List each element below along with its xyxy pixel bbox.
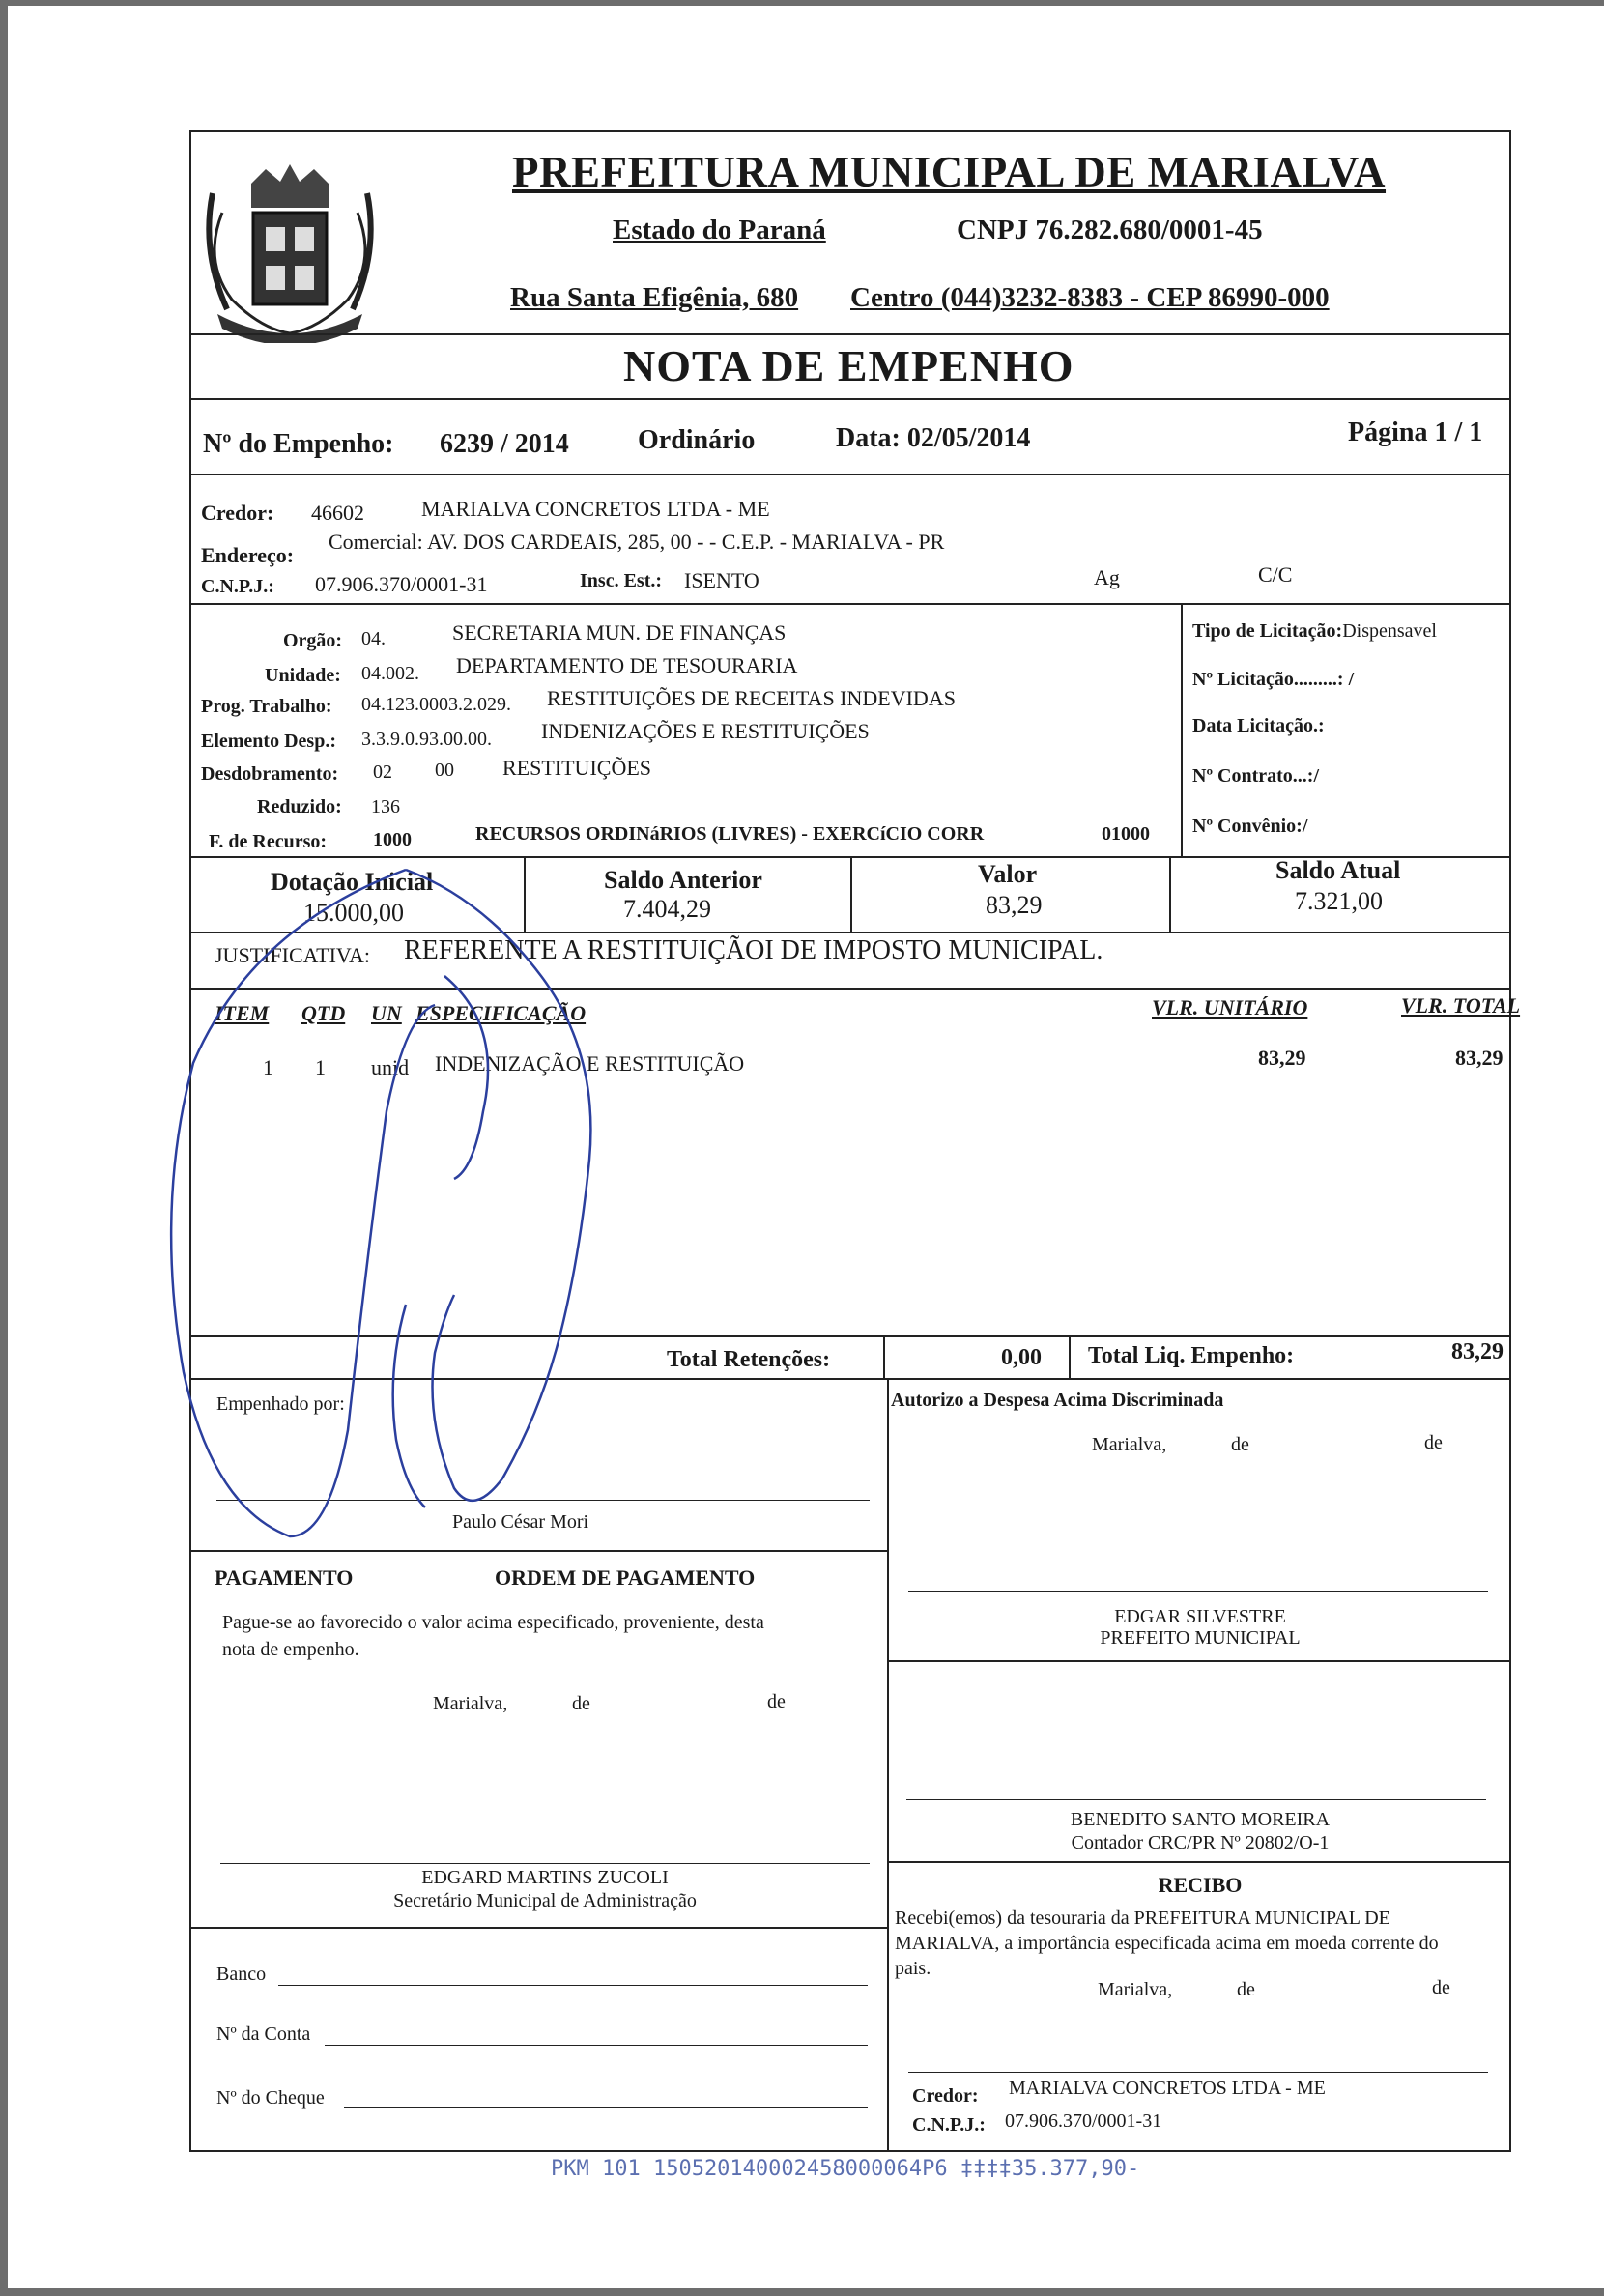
cc-label: C/C [1258, 562, 1293, 587]
item-qtd: 1 [315, 1055, 326, 1079]
credor-name: MARIALVA CONCRETOS LTDA - ME [421, 497, 770, 521]
divider [189, 1927, 887, 1929]
recibo-cnpj: 07.906.370/0001-31 [1005, 2110, 1162, 2132]
credor-cnpj: 07.906.370/0001-31 [315, 572, 488, 596]
pague-city: Marialva, [433, 1693, 508, 1714]
banco-line [278, 1985, 868, 1986]
scan-edge-left [0, 0, 8, 2296]
divider [887, 1660, 1511, 1662]
prog-name: RESTITUIÇÕES DE RECEITAS INDEVIDAS [547, 686, 956, 710]
item-number: 1 [263, 1055, 273, 1079]
convenio: Nº Convênio:/ [1192, 816, 1308, 837]
address-label: Endereço: [201, 543, 295, 567]
recibo-de-2: de [1432, 1977, 1450, 1998]
banco-label: Banco [216, 1964, 267, 1985]
col-un: UN [371, 1001, 402, 1025]
scan-edge-bottom [0, 2288, 1604, 2296]
ag-label: Ag [1094, 565, 1120, 589]
signature-line [906, 1799, 1486, 1800]
data-licitacao: Data Licitação.: [1192, 715, 1325, 736]
divider [189, 333, 1511, 335]
prog-label: Prog. Trabalho: [201, 696, 332, 717]
contrato: Nº Contrato...:/ [1192, 765, 1320, 787]
page-number: Página 1 / 1 [1348, 417, 1483, 447]
item-vlr-unit: 83,29 [1258, 1046, 1306, 1070]
divider [189, 1378, 1511, 1380]
empenhado-label: Empenhado por: [216, 1393, 345, 1415]
conta-label: Nº da Conta [216, 2023, 311, 2045]
reduzido-label: Reduzido: [257, 796, 342, 818]
autorizo-city: Marialva, [1092, 1434, 1167, 1455]
fonte-name: RECURSOS ORDINáRIOS (LIVRES) - EXERCíCIO CORR [475, 823, 985, 845]
cnpj-label: C.N.P.J.: [201, 576, 274, 597]
prefeito-name: EDGAR SILVESTRE [1114, 1606, 1286, 1627]
divider [887, 1378, 889, 2152]
saldo-atual-label: Saldo Atual [1275, 856, 1401, 884]
item-un: unid [371, 1055, 410, 1079]
valor-label: Valor [978, 860, 1038, 888]
dotacao-label: Dotação Inicial [271, 868, 434, 896]
pague-de-1: de [572, 1693, 590, 1714]
recibo-cnpj-label: C.N.P.J.: [912, 2114, 986, 2136]
credor-label: Credor: [201, 501, 274, 525]
prog-code: 04.123.0003.2.029. [361, 694, 511, 715]
justificativa-label: JUSTIFICATIVA: [215, 943, 370, 967]
divider [189, 398, 1511, 400]
divider [887, 1861, 1511, 1863]
desdobramento-b: 00 [435, 760, 454, 781]
retencoes-label: Total Retenções: [667, 1347, 831, 1372]
col-qtd: QTD [301, 1001, 346, 1025]
insc-label: Insc. Est.: [580, 570, 663, 591]
elemento-name: INDENIZAÇÕES E RESTITUIÇÕES [541, 719, 870, 743]
footer-code: PKM 101 150520140002458000064P6 ‡‡‡‡35.377,90- [551, 2157, 1140, 2181]
conta-line [325, 2045, 868, 2046]
recibo-text-1: Recebi(emos) da tesouraria da PREFEITURA MUNICIPAL DE [895, 1908, 1390, 1929]
orgao-label: Orgão: [283, 630, 343, 651]
divider [189, 1550, 887, 1552]
divider [189, 988, 1511, 990]
autorizo-label: Autorizo a Despesa Acima Discriminada [891, 1390, 1224, 1411]
header-address: Rua Santa Efigênia, 680 [510, 282, 799, 313]
empenhado-name: Paulo César Mori [452, 1511, 589, 1533]
recibo-city: Marialva, [1098, 1979, 1173, 2000]
contador-title: Contador CRC/PR Nº 20802/O-1 [1071, 1832, 1330, 1853]
dotacao-value: 15.000,00 [303, 899, 404, 927]
item-spec: INDENIZAÇÃO E RESTITUIÇÃO [435, 1051, 745, 1076]
unidade-label: Unidade: [265, 665, 341, 686]
signature-line [220, 1863, 870, 1864]
divider [189, 932, 1511, 933]
unidade-name: DEPARTAMENTO DE TESOURARIA [456, 653, 798, 677]
recibo-text-2: MARIALVA, a importância especificada acima em moeda corrente do [895, 1933, 1439, 1954]
saldo-anterior-value: 7.404,29 [623, 895, 711, 923]
recibo-credor-name: MARIALVA CONCRETOS LTDA - ME [1009, 2078, 1326, 2099]
empenho-type: Ordinário [638, 425, 756, 455]
col-item: ITEM [215, 1001, 270, 1025]
divider [1169, 856, 1171, 932]
autorizo-de-1: de [1231, 1434, 1249, 1455]
document-title: NOTA DE EMPENHO [623, 341, 1074, 390]
contador-name: BENEDITO SANTO MOREIRA [1070, 1809, 1331, 1830]
municipal-coat-of-arms-icon [193, 155, 387, 343]
cheque-label: Nº do Cheque [216, 2087, 325, 2109]
recibo-credor-label: Credor: [912, 2085, 979, 2107]
cheque-line [344, 2107, 868, 2108]
header-title: PREFEITURA MUNICIPAL DE MARIALVA [512, 148, 1387, 196]
saldo-anterior-label: Saldo Anterior [604, 866, 762, 894]
divider [189, 1335, 1511, 1337]
scan-edge-top [0, 0, 1604, 6]
recibo-text-3: pais. [895, 1958, 931, 1979]
recibo-label: RECIBO [1158, 1873, 1243, 1897]
elemento-code: 3.3.9.0.93.00.00. [361, 729, 492, 750]
col-vlr-unit: VLR. UNITÁRIO [1152, 995, 1308, 1019]
num-licitacao: Nº Licitação.........: / [1192, 669, 1355, 690]
divider [524, 856, 526, 932]
empenho-number: 6239 / 2014 [440, 429, 569, 459]
orgao-code: 04. [361, 628, 386, 649]
credor-code: 46602 [311, 501, 364, 525]
desdobramento-a: 02 [373, 761, 392, 783]
header-state: Estado do Paraná [613, 215, 826, 245]
pagamento-label: PAGAMENTO [215, 1565, 354, 1590]
prefeito-title: PREFEITO MUNICIPAL [1100, 1627, 1301, 1649]
item-vlr-total: 83,29 [1455, 1046, 1504, 1070]
tipo-licitacao-label: Tipo de Licitação:Dispensavel [1192, 620, 1437, 642]
pague-text-2: nota de empenho. [222, 1639, 359, 1660]
pague-de-2: de [767, 1691, 786, 1712]
liq-empenho-value: 83,29 [1451, 1339, 1504, 1364]
justificativa-text: REFERENTE A RESTITUIÇÃOI DE IMPOSTO MUNICIPAL. [404, 935, 1103, 965]
elemento-label: Elemento Desp.: [201, 731, 336, 752]
divider [189, 603, 1511, 605]
fonte-number: 01000 [1102, 823, 1150, 845]
divider [1069, 1335, 1071, 1378]
col-vlr-total: VLR. TOTAL [1401, 993, 1521, 1018]
fonte-code: 1000 [373, 829, 412, 850]
fonte-label: F. de Recurso: [209, 831, 328, 852]
empenho-label: Nº do Empenho: [203, 429, 394, 459]
valor-value: 83,29 [986, 891, 1043, 919]
autorizo-de-2: de [1424, 1432, 1443, 1453]
divider [1181, 603, 1183, 856]
header-address-rest: Centro (044)3232-8383 - CEP 86990-000 [850, 282, 1330, 313]
header-cnpj: CNPJ 76.282.680/0001-45 [957, 215, 1263, 245]
reduzido-value: 136 [371, 796, 400, 818]
col-spec: ESPECIFICAÇÃO [415, 1001, 587, 1025]
ordem-pagamento-label: ORDEM DE PAGAMENTO [495, 1565, 756, 1590]
signature-line [216, 1500, 870, 1501]
divider [850, 856, 852, 932]
retencoes-value: 0,00 [1001, 1345, 1042, 1370]
empenho-date: Data: 02/05/2014 [836, 423, 1031, 453]
credor-insc: ISENTO [684, 568, 759, 592]
credor-address: Comercial: AV. DOS CARDEAIS, 285, 00 - - C.E.P. - MARIALVA - PR [329, 530, 945, 554]
desdobramento-label: Desdobramento: [201, 763, 339, 785]
secretario-title: Secretário Municipal de Administração [393, 1890, 697, 1911]
pague-text-1: Pague-se ao favorecido o valor acima especificado, proveniente, desta [222, 1612, 764, 1633]
divider [883, 1335, 885, 1378]
liq-empenho-label: Total Liq. Empenho: [1088, 1343, 1295, 1368]
secretario-name: EDGARD MARTINS ZUCOLI [421, 1867, 669, 1888]
divider [189, 474, 1511, 475]
unidade-code: 04.002. [361, 663, 419, 684]
saldo-atual-value: 7.321,00 [1295, 887, 1383, 915]
signature-line [908, 1591, 1488, 1592]
signature-line [908, 2072, 1488, 2073]
orgao-name: SECRETARIA MUN. DE FINANÇAS [452, 620, 787, 645]
recibo-de-1: de [1237, 1979, 1255, 2000]
desdobramento-name: RESTITUIÇÕES [502, 756, 651, 780]
